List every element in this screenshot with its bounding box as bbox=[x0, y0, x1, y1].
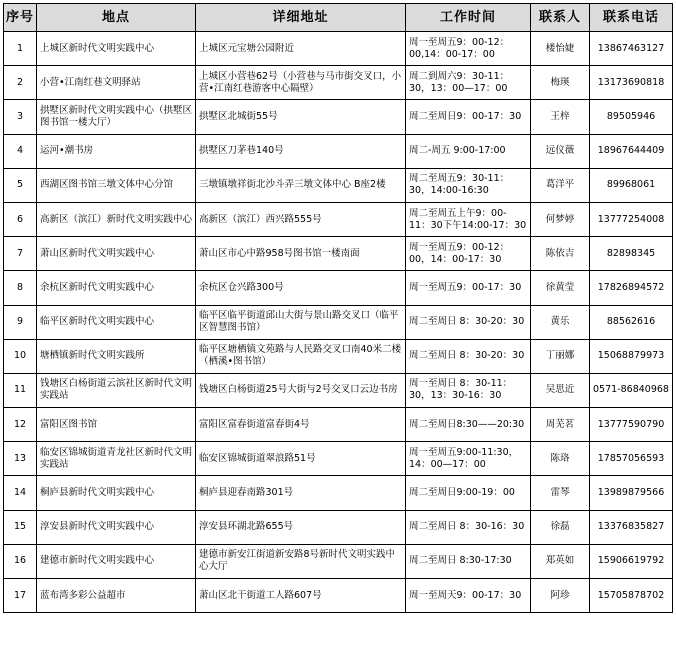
phone-number-cell: 18967644409 bbox=[590, 134, 673, 168]
contact-person-cell: 雷琴 bbox=[531, 476, 590, 510]
place-name-cell: 临平区新时代文明实践中心 bbox=[37, 305, 196, 339]
table-row bbox=[4, 305, 673, 339]
work-time-cell: 周二至周日 8：30-20：30 bbox=[406, 305, 531, 339]
address-cell: 三墩镇墩祥街北沙斗弄三墩文体中心 B座2楼 bbox=[196, 168, 406, 202]
contact-person-cell: 黄乐 bbox=[531, 305, 590, 339]
work-time-cell: 周二-周五 9:00-17:00 bbox=[406, 134, 531, 168]
place-name-cell: 富阳区图书馆 bbox=[37, 408, 196, 442]
phone-number-cell: 13173690818 bbox=[590, 66, 673, 100]
row-index-cell: 7 bbox=[4, 237, 37, 271]
contact-person-cell: 王梓 bbox=[531, 100, 590, 134]
phone-number-cell: 89505946 bbox=[590, 100, 673, 134]
place-name-cell: 桐庐县新时代文明实践中心 bbox=[37, 476, 196, 510]
contact-person-cell: 何梦婷 bbox=[531, 202, 590, 236]
work-time-cell: 周二至周五9：30-11：30，14:00-16:30 bbox=[406, 168, 531, 202]
phone-number-cell: 89968061 bbox=[590, 168, 673, 202]
header-work-time: 工作时间 bbox=[406, 4, 531, 32]
table-row bbox=[4, 237, 673, 271]
row-index-cell: 10 bbox=[4, 339, 37, 373]
place-name-cell: 余杭区新时代文明实践中心 bbox=[37, 271, 196, 305]
address-cell: 淳安县环湖北路655号 bbox=[196, 510, 406, 544]
address-cell: 建德市新安江街道新安路8号新时代文明实践中心大厅 bbox=[196, 544, 406, 578]
address-cell: 临安区锦城街道翠浪路51号 bbox=[196, 442, 406, 476]
table-row bbox=[4, 408, 673, 442]
phone-number-cell: 17857056593 bbox=[590, 442, 673, 476]
header-row bbox=[4, 4, 673, 32]
place-name-cell: 蓝布湾多彩公益超市 bbox=[37, 579, 196, 613]
header-index: 序号 bbox=[4, 4, 37, 32]
table-row bbox=[4, 442, 673, 476]
phone-number-cell: 17826894572 bbox=[590, 271, 673, 305]
work-time-cell: 周一至周五9：00-12：00,14：00-17：00 bbox=[406, 32, 531, 66]
table-row bbox=[4, 476, 673, 510]
row-index-cell: 6 bbox=[4, 202, 37, 236]
row-index-cell: 3 bbox=[4, 100, 37, 134]
work-time-cell: 周二至周日9:00-19：00 bbox=[406, 476, 531, 510]
contact-person-cell: 陈依吉 bbox=[531, 237, 590, 271]
row-index-cell: 15 bbox=[4, 510, 37, 544]
table-row bbox=[4, 339, 673, 373]
place-name-cell: 建德市新时代文明实践中心 bbox=[37, 544, 196, 578]
phone-number-cell: 13777590790 bbox=[590, 408, 673, 442]
phone-number-cell: 15068879973 bbox=[590, 339, 673, 373]
place-name-cell: 小营•江南红巷文明驿站 bbox=[37, 66, 196, 100]
contact-person-cell: 葛洋平 bbox=[531, 168, 590, 202]
place-name-cell: 高新区（滨江）新时代文明实践中心 bbox=[37, 202, 196, 236]
row-index-cell: 13 bbox=[4, 442, 37, 476]
work-time-cell: 周一至周五9：00-12：00，14：00-17：30 bbox=[406, 237, 531, 271]
table-row bbox=[4, 100, 673, 134]
address-cell: 临平区临平街道邱山大街与景山路交叉口（临平区智慧图书馆） bbox=[196, 305, 406, 339]
phone-number-cell: 13989879566 bbox=[590, 476, 673, 510]
phone-number-cell: 0571-86840968 bbox=[590, 373, 673, 407]
header-address: 详细地址 bbox=[196, 4, 406, 32]
work-time-cell: 周二至周日 8:30-17:30 bbox=[406, 544, 531, 578]
table-row bbox=[4, 134, 673, 168]
phone-number-cell: 82898345 bbox=[590, 237, 673, 271]
place-name-cell: 淳安县新时代文明实践中心 bbox=[37, 510, 196, 544]
practice-centers-table bbox=[3, 3, 673, 613]
phone-number-cell: 13867463127 bbox=[590, 32, 673, 66]
row-index-cell: 11 bbox=[4, 373, 37, 407]
work-time-cell: 周一至周天9：00-17：30 bbox=[406, 579, 531, 613]
address-cell: 富阳区富春街道富春街4号 bbox=[196, 408, 406, 442]
phone-number-cell: 15705878702 bbox=[590, 579, 673, 613]
phone-number-cell: 13376835827 bbox=[590, 510, 673, 544]
place-name-cell: 上城区新时代文明实践中心 bbox=[37, 32, 196, 66]
place-name-cell: 西湖区图书馆三墩文体中心分馆 bbox=[37, 168, 196, 202]
contact-person-cell: 陈珞 bbox=[531, 442, 590, 476]
table-row bbox=[4, 202, 673, 236]
table-row bbox=[4, 32, 673, 66]
work-time-cell: 周一至周日 8：30-11：30，13：30-16：30 bbox=[406, 373, 531, 407]
place-name-cell: 临安区锦城街道青龙社区新时代文明实践站 bbox=[37, 442, 196, 476]
table-row bbox=[4, 544, 673, 578]
table-row bbox=[4, 168, 673, 202]
address-cell: 临平区塘栖镇文苑路与人民路交叉口南40米二楼（栖溪•图书馆） bbox=[196, 339, 406, 373]
header-contact: 联系人 bbox=[531, 4, 590, 32]
row-index-cell: 2 bbox=[4, 66, 37, 100]
contact-person-cell: 徐黄莹 bbox=[531, 271, 590, 305]
place-name-cell: 运河•潮书房 bbox=[37, 134, 196, 168]
row-index-cell: 4 bbox=[4, 134, 37, 168]
place-name-cell: 钱塘区白杨街道云滨社区新时代文明实践站 bbox=[37, 373, 196, 407]
work-time-cell: 周一至周五9:00-11:30，14：00—17：00 bbox=[406, 442, 531, 476]
contact-person-cell: 郑英如 bbox=[531, 544, 590, 578]
table-row bbox=[4, 66, 673, 100]
address-cell: 余杭区仓兴路300号 bbox=[196, 271, 406, 305]
phone-number-cell: 13777254008 bbox=[590, 202, 673, 236]
row-index-cell: 1 bbox=[4, 32, 37, 66]
row-index-cell: 14 bbox=[4, 476, 37, 510]
work-time-cell: 周二至周日8:30——20:30 bbox=[406, 408, 531, 442]
address-cell: 钱塘区白杨街道25号大街与2号交叉口云边书房 bbox=[196, 373, 406, 407]
contact-person-cell: 吴思近 bbox=[531, 373, 590, 407]
address-cell: 萧山区市心中路958号图书馆一楼南面 bbox=[196, 237, 406, 271]
header-place: 地点 bbox=[37, 4, 196, 32]
work-time-cell: 周二至周日 8：30-16：30 bbox=[406, 510, 531, 544]
contact-person-cell: 远仪薇 bbox=[531, 134, 590, 168]
contact-person-cell: 阿珍 bbox=[531, 579, 590, 613]
work-time-cell: 周二至周五上午9：00-11：30下午14:00-17：30 bbox=[406, 202, 531, 236]
contact-person-cell: 楼怡婕 bbox=[531, 32, 590, 66]
table-row bbox=[4, 579, 673, 613]
work-time-cell: 周二至周日9：00-17：30 bbox=[406, 100, 531, 134]
row-index-cell: 9 bbox=[4, 305, 37, 339]
address-cell: 上城区小营巷62号（小营巷与马市街交叉口，小营•江南红巷游客中心隔壁） bbox=[196, 66, 406, 100]
contact-person-cell: 梅瑛 bbox=[531, 66, 590, 100]
address-cell: 萧山区北干街道工人路607号 bbox=[196, 579, 406, 613]
table-row bbox=[4, 373, 673, 407]
address-cell: 桐庐县迎春南路301号 bbox=[196, 476, 406, 510]
work-time-cell: 周二到周六9：30-11：30，13：00—17：00 bbox=[406, 66, 531, 100]
address-cell: 上城区元宝塘公园附近 bbox=[196, 32, 406, 66]
phone-number-cell: 88562616 bbox=[590, 305, 673, 339]
contact-person-cell: 徐磊 bbox=[531, 510, 590, 544]
work-time-cell: 周二至周日 8：30-20：30 bbox=[406, 339, 531, 373]
table-body bbox=[4, 32, 673, 613]
row-index-cell: 5 bbox=[4, 168, 37, 202]
contact-person-cell: 丁丽娜 bbox=[531, 339, 590, 373]
address-cell: 高新区（滨江）西兴路555号 bbox=[196, 202, 406, 236]
address-cell: 拱墅区刀茅巷140号 bbox=[196, 134, 406, 168]
row-index-cell: 16 bbox=[4, 544, 37, 578]
row-index-cell: 12 bbox=[4, 408, 37, 442]
table-row bbox=[4, 510, 673, 544]
address-cell: 拱墅区北城街55号 bbox=[196, 100, 406, 134]
table-row bbox=[4, 271, 673, 305]
place-name-cell: 拱墅区新时代文明实践中心（拱墅区图书馆一楼大厅） bbox=[37, 100, 196, 134]
place-name-cell: 萧山区新时代文明实践中心 bbox=[37, 237, 196, 271]
place-name-cell: 塘栖镇新时代文明实践所 bbox=[37, 339, 196, 373]
header-phone: 联系电话 bbox=[590, 4, 673, 32]
work-time-cell: 周一至周五9：00-17：30 bbox=[406, 271, 531, 305]
row-index-cell: 17 bbox=[4, 579, 37, 613]
phone-number-cell: 15906619792 bbox=[590, 544, 673, 578]
row-index-cell: 8 bbox=[4, 271, 37, 305]
contact-person-cell: 周芜茗 bbox=[531, 408, 590, 442]
